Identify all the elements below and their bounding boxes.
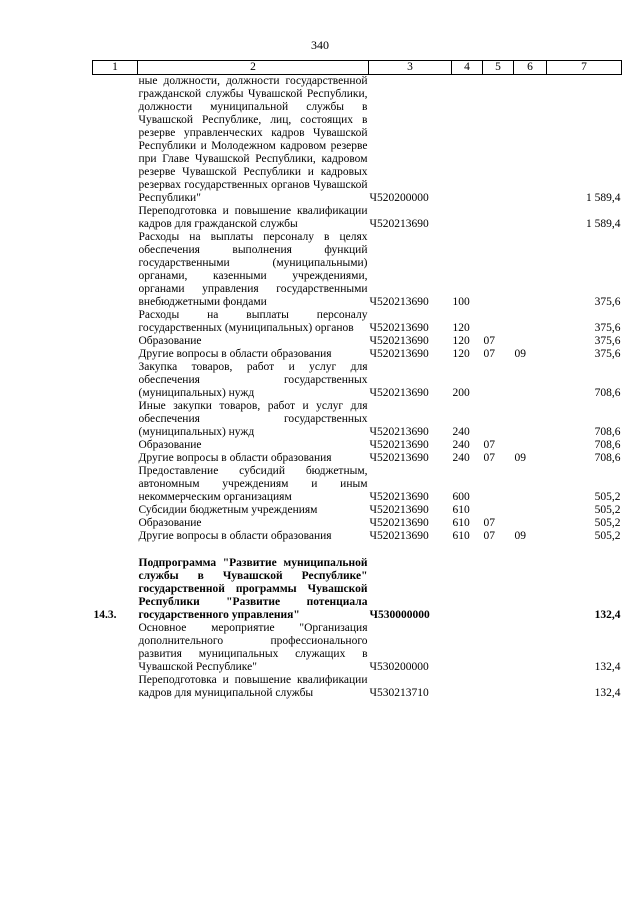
row-pr [514, 439, 547, 452]
row-pr [514, 674, 547, 700]
table-row [93, 530, 622, 543]
row-rz [483, 361, 514, 400]
row-sum: 132,4 [594, 687, 621, 699]
row-rz: 07 [483, 530, 495, 542]
row-name: Расходы на выплаты персоналу в целях обеспечения выполнения функций государственными (муниципальными) органами, казенными учреждениями, органами управления государственными внебюджетными фондами [138, 231, 368, 308]
row-number [93, 309, 138, 335]
row-code: Ч520213690 [369, 517, 429, 529]
row-name: Переподготовка и повышение квалификации кадров для гражданской службы [138, 205, 368, 230]
row-number [93, 674, 138, 700]
row-name: Другие вопросы в области образования [138, 348, 332, 360]
row-pr: 09 [514, 452, 526, 464]
budget-table [92, 60, 622, 700]
table-row [93, 439, 622, 452]
table-row [93, 231, 622, 309]
row-code: Ч520213690 [369, 452, 429, 464]
row-sum: 1 589,4 [586, 192, 621, 204]
row-pr [514, 231, 547, 309]
row-code: Ч520200000 [369, 192, 429, 204]
row-sum: 708,6 [594, 426, 621, 438]
table-row [93, 674, 622, 700]
row-sum: 505,2 [594, 530, 621, 542]
table-row [93, 504, 622, 517]
row-rz [483, 465, 514, 504]
row-rz: 07 [483, 517, 495, 529]
spacer-row [93, 543, 622, 557]
row-number [93, 465, 138, 504]
row-vr: 200 [452, 387, 470, 399]
row-code: Ч520213690 [369, 387, 429, 399]
row-code: Ч520213690 [369, 491, 429, 503]
row-vr: 120 [452, 348, 470, 360]
row-vr: 240 [452, 426, 470, 438]
row-rz [483, 504, 514, 517]
row-number [93, 452, 138, 465]
row-number [93, 530, 138, 543]
row-vr [452, 674, 483, 700]
row-rz: 07 [483, 439, 495, 451]
row-name: Основное мероприятие "Организация дополнительного профессионального развития муниципальных служащих в Чувашской Республике" [138, 622, 368, 673]
row-pr [514, 309, 547, 335]
row-pr: 09 [514, 530, 526, 542]
row-sum: 505,2 [594, 491, 621, 503]
row-sum: 132,4 [594, 609, 621, 621]
row-sum: 132,4 [594, 661, 621, 673]
row-vr [452, 205, 483, 231]
row-vr: 240 [452, 439, 470, 451]
row-code: Ч520213690 [369, 218, 429, 230]
row-sum: 375,6 [594, 322, 621, 334]
row-code: Ч520213690 [369, 335, 429, 347]
row-name: Образование [138, 517, 202, 529]
row-pr [514, 557, 547, 622]
row-name: Образование [138, 335, 202, 347]
row-sum: 708,6 [594, 452, 621, 464]
row-vr [452, 557, 483, 622]
row-rz: 07 [483, 348, 495, 360]
row-name: Иные закупки товаров, работ и услуг для обеспечения государственных (муниципальных) нужд [138, 400, 368, 438]
row-code: Ч520213690 [369, 348, 429, 360]
row-vr: 120 [452, 322, 470, 334]
column-header: 1 [93, 61, 138, 75]
table-row [93, 75, 622, 206]
row-name: Предоставление субсидий бюджетным, автономным учреждениям и иным некоммерческим организациям [138, 465, 368, 503]
table-row [93, 557, 622, 622]
row-sum: 1 589,4 [586, 218, 621, 230]
row-number [93, 348, 138, 361]
table-row [93, 400, 622, 439]
row-sum: 375,6 [594, 348, 621, 360]
row-number [93, 517, 138, 530]
row-number [93, 335, 138, 348]
row-number [93, 231, 138, 309]
row-code: Ч530213710 [369, 687, 429, 699]
spacer-cell [93, 543, 622, 557]
row-sum: 375,6 [594, 296, 621, 308]
column-header: 4 [452, 61, 483, 75]
row-number [93, 75, 138, 206]
row-rz [483, 309, 514, 335]
table-row [93, 348, 622, 361]
table-row [93, 335, 622, 348]
row-vr: 600 [452, 491, 470, 503]
row-sum: 505,2 [594, 517, 621, 529]
row-name: Другие вопросы в области образования [138, 452, 332, 464]
row-code: Ч520213690 [369, 530, 429, 542]
row-rz: 07 [483, 335, 495, 347]
row-code: Ч520213690 [369, 426, 429, 438]
row-code: Ч530200000 [369, 661, 429, 673]
table-row [93, 465, 622, 504]
row-vr: 240 [452, 452, 470, 464]
row-vr: 610 [452, 504, 470, 516]
table-row [93, 205, 622, 231]
row-name: Образование [138, 439, 202, 451]
row-rz: 07 [483, 452, 495, 464]
row-vr: 100 [452, 296, 470, 308]
table-row [93, 452, 622, 465]
row-pr [514, 517, 547, 530]
table-header-row [93, 61, 622, 75]
row-code: Ч520213690 [369, 504, 429, 516]
row-rz [483, 205, 514, 231]
table-row [93, 361, 622, 400]
column-header: 5 [483, 61, 514, 75]
row-code: Ч520213690 [369, 439, 429, 451]
row-sum: 708,6 [594, 387, 621, 399]
row-vr: 610 [452, 530, 470, 542]
row-number [93, 361, 138, 400]
row-pr [514, 205, 547, 231]
row-name: Другие вопросы в области образования [138, 530, 332, 542]
row-pr [514, 361, 547, 400]
row-name: ные должности, должности государственной гражданской службы Чувашской Республики, должности муниципальной службы в Чувашской Республике, лиц, состоящих в резерве управленческих кадров Чувашской Республики и Молодежном кадровом резерве при Главе Чувашской Республики, кадровом резерве Чувашской Республики и кадровых резервах государственных органов Чувашской Республики" [138, 75, 368, 204]
row-number [93, 504, 138, 517]
row-vr [452, 622, 483, 674]
table-row [93, 309, 622, 335]
row-code: Ч520213690 [369, 322, 429, 334]
row-name: Закупка товаров, работ и услуг для обеспечения государственных (муниципальных) нужд [138, 361, 368, 399]
row-sum: 375,6 [594, 335, 621, 347]
row-number [93, 622, 138, 674]
column-header: 3 [369, 61, 452, 75]
row-number: 14.3. [93, 609, 117, 621]
row-name: Переподготовка и повышение квалификации кадров для муниципальной службы [138, 674, 368, 699]
row-rz [483, 75, 514, 206]
row-number [93, 400, 138, 439]
table-row [93, 622, 622, 674]
row-number [93, 205, 138, 231]
row-vr: 610 [452, 517, 470, 529]
row-code: Ч530000000 [369, 609, 430, 621]
row-vr: 120 [452, 335, 470, 347]
row-rz [483, 400, 514, 439]
page-number: 340 [311, 38, 329, 52]
table-row [93, 517, 622, 530]
row-rz [483, 674, 514, 700]
row-pr: 09 [514, 348, 526, 360]
row-vr [452, 75, 483, 206]
column-header: 7 [547, 61, 622, 75]
row-pr [514, 335, 547, 348]
row-rz [483, 622, 514, 674]
column-header: 6 [514, 61, 547, 75]
row-pr [514, 504, 547, 517]
row-number [93, 439, 138, 452]
row-name: Подпрограмма "Развитие муниципальной службы в Чувашской Республике" государственной программы Чувашской Республики "Развитие потенциала государственного управления" [138, 557, 368, 621]
row-rz [483, 231, 514, 309]
row-sum: 505,2 [594, 504, 621, 516]
row-rz [483, 557, 514, 622]
row-name: Расходы на выплаты персоналу государственных (муниципальных) органов [138, 309, 368, 334]
row-pr [514, 622, 547, 674]
column-header: 2 [138, 61, 369, 75]
row-name: Субсидии бюджетным учреждениям [138, 504, 318, 516]
row-pr [514, 75, 547, 206]
row-code: Ч520213690 [369, 296, 429, 308]
row-pr [514, 400, 547, 439]
row-sum: 708,6 [594, 439, 621, 451]
row-pr [514, 465, 547, 504]
